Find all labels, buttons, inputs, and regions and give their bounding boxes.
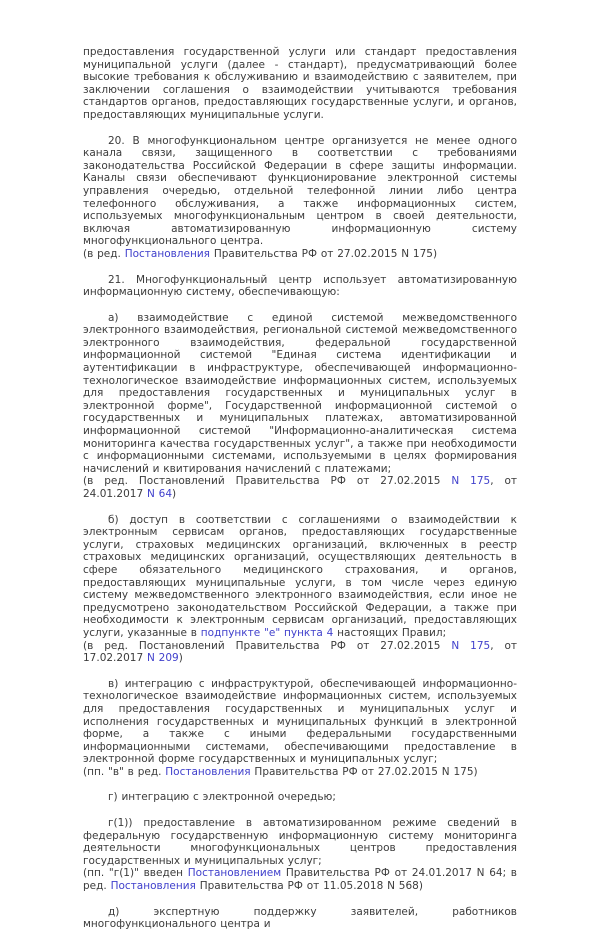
document-link[interactable]: N 175 <box>451 475 491 488</box>
text-run: предоставления государственной услуги или стандарт предоставления муниципальной услуги (далее - стандарт), предусматривающий более высокие требования к обслуживанию и взаимодействию с заявителем, при заключении соглашения о взаимодействии учитываются требования стандартов органов, предоставляющих государственные услуги, и органов, предоставляющих муниципальные услуги. <box>83 46 517 121</box>
paragraph-item-20 <box>83 135 517 248</box>
text-run: ) <box>178 652 183 665</box>
text-run: 21. Многофункциональный центр использует автоматизированную информационную систему, обеспечивающую: <box>83 273 517 299</box>
paragraph-edit-note <box>83 867 517 892</box>
document-link[interactable]: Постановления <box>165 765 251 778</box>
paragraph-subitem-d <box>83 906 517 931</box>
paragraph-subitem-g <box>83 791 517 804</box>
paragraph-subitem-v <box>83 678 517 766</box>
document-link[interactable]: Постановления <box>124 247 210 260</box>
document-link[interactable]: Постановлением <box>187 867 282 880</box>
document-link[interactable]: N 64 <box>146 488 173 500</box>
document-link[interactable]: Постановления <box>110 880 196 893</box>
text-run: а) взаимодействие с единой системой межведомственного электронного взаимодействия, региональной системой межведомственного электронного взаимодействия, федеральной государственной информационной системой "Единая система идентификации и аутентификации в инфраструктуре, обеспечивающей информационно-технологическое взаимодействие информационных систем, используемых для предоставления государственных и муниципальных услуг в электронной форме", Государственной информационной системой о государственных и муниципальных платежах, автоматизированной информационной системой "Информационно-аналитическая система мониторинга качества государственных услуг", а также при необходимости с информационными системами, используемыми в целях формирования начислений и квитирования начислений с платежами; <box>83 311 517 475</box>
paragraph-edit-note <box>83 640 517 665</box>
text-run: (в ред. Постановлений Правительства РФ от 27.02.2015 <box>83 475 452 488</box>
text-run: Правительства РФ от 27.02.2015 N 175) <box>210 247 438 260</box>
text-run: (в ред. <box>83 247 125 260</box>
text-run: (в ред. Постановлений Правительства РФ от 27.02.2015 <box>83 639 452 652</box>
document-link[interactable]: N 209 <box>146 652 179 665</box>
paragraph-subitem-b <box>83 514 517 640</box>
text-run: , от 24.01.2017 <box>83 475 517 500</box>
paragraph-edit-note <box>83 248 517 261</box>
text-run: г) интеграцию с электронной очередью; <box>108 791 336 804</box>
text-run: Правительства РФ от 11.05.2018 N 568) <box>195 880 423 893</box>
paragraph-edit-note <box>83 766 517 779</box>
paragraph-subitem-g1 <box>83 817 517 867</box>
text-run: в) интеграцию с инфраструктурой, обеспечивающей информационно-технологическое взаимодействие информационных систем, используемых для предоставления государственных и муниципальных услуг и исполнения государственных и муниципальных функций в электронной форме, а также с иными федеральными государственными информационными системами, обеспечивающими предоставление в электронной форме государственных и муниципальных услуг; <box>83 677 517 766</box>
document-link[interactable]: N 175 <box>451 639 491 652</box>
paragraph-continuation <box>83 46 517 122</box>
text-run: (пп. "г(1)" введен <box>83 867 188 880</box>
text-run: Правительства РФ от 24.01.2017 N 64; в ред. <box>83 867 517 893</box>
text-run: настоящих Правил; <box>333 626 447 639</box>
text-run: , от 17.02.2017 <box>83 639 517 665</box>
paragraph-item-21 <box>83 274 517 299</box>
document-body <box>83 46 517 931</box>
paragraph-edit-note <box>83 475 517 500</box>
text-run: г(1)) предоставление в автоматизированном режиме сведений в федеральную государственную информационную систему мониторинга деятельности многофункциональных центров предоставления государственных и муниципальных услуг; <box>83 817 517 867</box>
text-run: 20. В многофункциональном центре организуется не менее одного канала связи, защищенного в соответствии с требованиями законодательства Российской Федерации в сфере защиты информации. Каналы связи обеспечивают функционирование электронной системы управления очередью, отдельной телефонной линии либо центра телефонного обслуживания, а также информационных систем, используемых многофункциональным центром в своей деятельности, включая автоматизированную информационную систему многофункционального центра. <box>83 134 517 248</box>
text-run: (пп. "в" в ред. <box>83 765 166 778</box>
text-run: б) доступ в соответствии с соглашениями о взаимодействии к электронным сервисам органов, предоставляющих государственные услуги, страховых медицинских организаций, включенных в реестр страховых медицинских организаций, осуществляющих деятельность в сфере обязательного медицинского страхования, и органов, предоставляющих муниципальные услуги, в том числе через единую систему межведомственного электронного взаимодействия, если иное не предусмотрено законодательством Российской Федерации, а также при необходимости к электронным сервисам организаций, предоставляющих услуги, указанные в <box>83 513 517 639</box>
text-run: Правительства РФ от 27.02.2015 N 175) <box>250 765 478 778</box>
document-link[interactable]: подпункте "е" пункта 4 <box>200 626 334 639</box>
text-run: д) экспертную поддержку заявителей, работников многофункционального центра и <box>83 905 517 931</box>
text-run: ) <box>172 488 177 500</box>
paragraph-subitem-a <box>83 312 517 476</box>
